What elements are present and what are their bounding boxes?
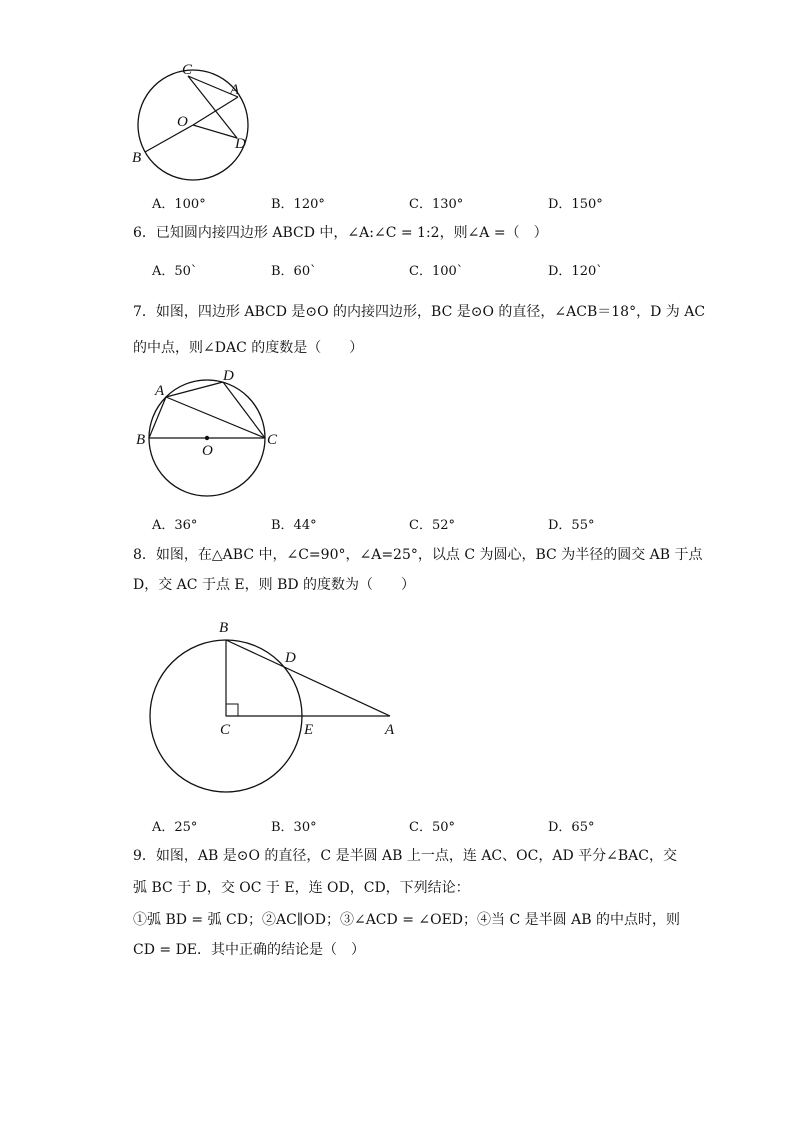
q6-option-d[interactable]: D．120ˋ — [548, 264, 603, 279]
figure-circle-2-svg — [130, 366, 290, 506]
q7-option-a[interactable]: A．36° — [152, 518, 198, 533]
q6-question: 6．已知圆内接四边形 ABCD 中，∠A:∠C = 1:2，则∠A =（ ） — [133, 225, 548, 241]
figure-circle-1-svg — [130, 60, 260, 180]
label-a: A — [230, 82, 240, 98]
q8-question-line2: D，交 AC 于点 E，则 BD 的度数为（ ） — [133, 577, 416, 593]
q8-option-d[interactable]: D．65° — [548, 820, 595, 835]
label-c: C — [267, 432, 278, 448]
q8-option-b[interactable]: B．30° — [271, 820, 317, 835]
label-d: D — [223, 368, 234, 384]
q7-question-line1: 7．如图，四边形 ABCD 是⊙O 的内接四边形，BC 是⊙O 的直径，∠ACB＝18°，D 为 AC — [133, 304, 706, 320]
label-d: D — [235, 136, 246, 152]
q7-option-c[interactable]: C．52° — [409, 518, 455, 533]
figure-circle-3 — [145, 612, 405, 802]
q6-option-c[interactable]: C．100ˋ — [409, 264, 464, 279]
q5-option-c[interactable]: C．130° — [409, 197, 464, 212]
label-e: E — [304, 722, 314, 738]
label-b: B — [132, 150, 142, 166]
q9-question-line3: ①弧 BD = 弧 CD；②AC∥OD；③∠ACD = ∠OED；④当 C 是半圆 AB 的中点时，则 — [133, 912, 680, 928]
label-a: A — [385, 722, 395, 738]
q9-question-line4: CD = DE．其中正确的结论是（ ） — [133, 942, 366, 958]
q6-option-b[interactable]: B．60ˋ — [271, 264, 317, 279]
figure-circle-3-svg — [145, 612, 405, 802]
label-b: B — [136, 432, 146, 448]
q5-options — [152, 193, 672, 213]
label-a: A — [155, 383, 165, 399]
label-c: C — [182, 62, 193, 78]
label-o: O — [202, 443, 213, 459]
figure-circle-2 — [130, 366, 290, 506]
q8-question-line1: 8．如图，在△ABC 中，∠C=90°，∠A=25°，以点 C 为圆心，BC 为半径的圆交 AB 于点 — [133, 547, 703, 563]
q8-options — [152, 816, 672, 836]
q9-question-line1: 9．如图，AB 是⊙O 的直径，C 是半圆 AB 上一点，连 AC、OC，AD 平分∠BAC，交 — [133, 848, 677, 864]
q6-options — [152, 260, 672, 280]
q8-option-c[interactable]: C．50° — [409, 820, 455, 835]
q7-option-d[interactable]: D．55° — [548, 518, 595, 533]
q5-option-d[interactable]: D．150° — [548, 197, 603, 212]
label-o: O — [177, 114, 188, 130]
q7-option-b[interactable]: B．44° — [271, 518, 317, 533]
q9-question-line2: 弧 BC 于 D，交 OC 于 E，连 OD，CD，下列结论： — [133, 880, 470, 896]
q7-options — [152, 514, 672, 534]
label-c: C — [220, 722, 231, 738]
q5-option-b[interactable]: B．120° — [271, 197, 325, 212]
q5-option-a[interactable]: A．100° — [152, 197, 206, 212]
q6-option-a[interactable]: A．50ˋ — [152, 264, 198, 279]
figure-circle-1 — [130, 60, 260, 180]
label-b: B — [219, 620, 229, 636]
q8-option-a[interactable]: A．25° — [152, 820, 198, 835]
label-d: D — [285, 650, 296, 666]
q7-question-line2: 的中点，则∠DAC 的度数是（ ） — [133, 340, 364, 356]
